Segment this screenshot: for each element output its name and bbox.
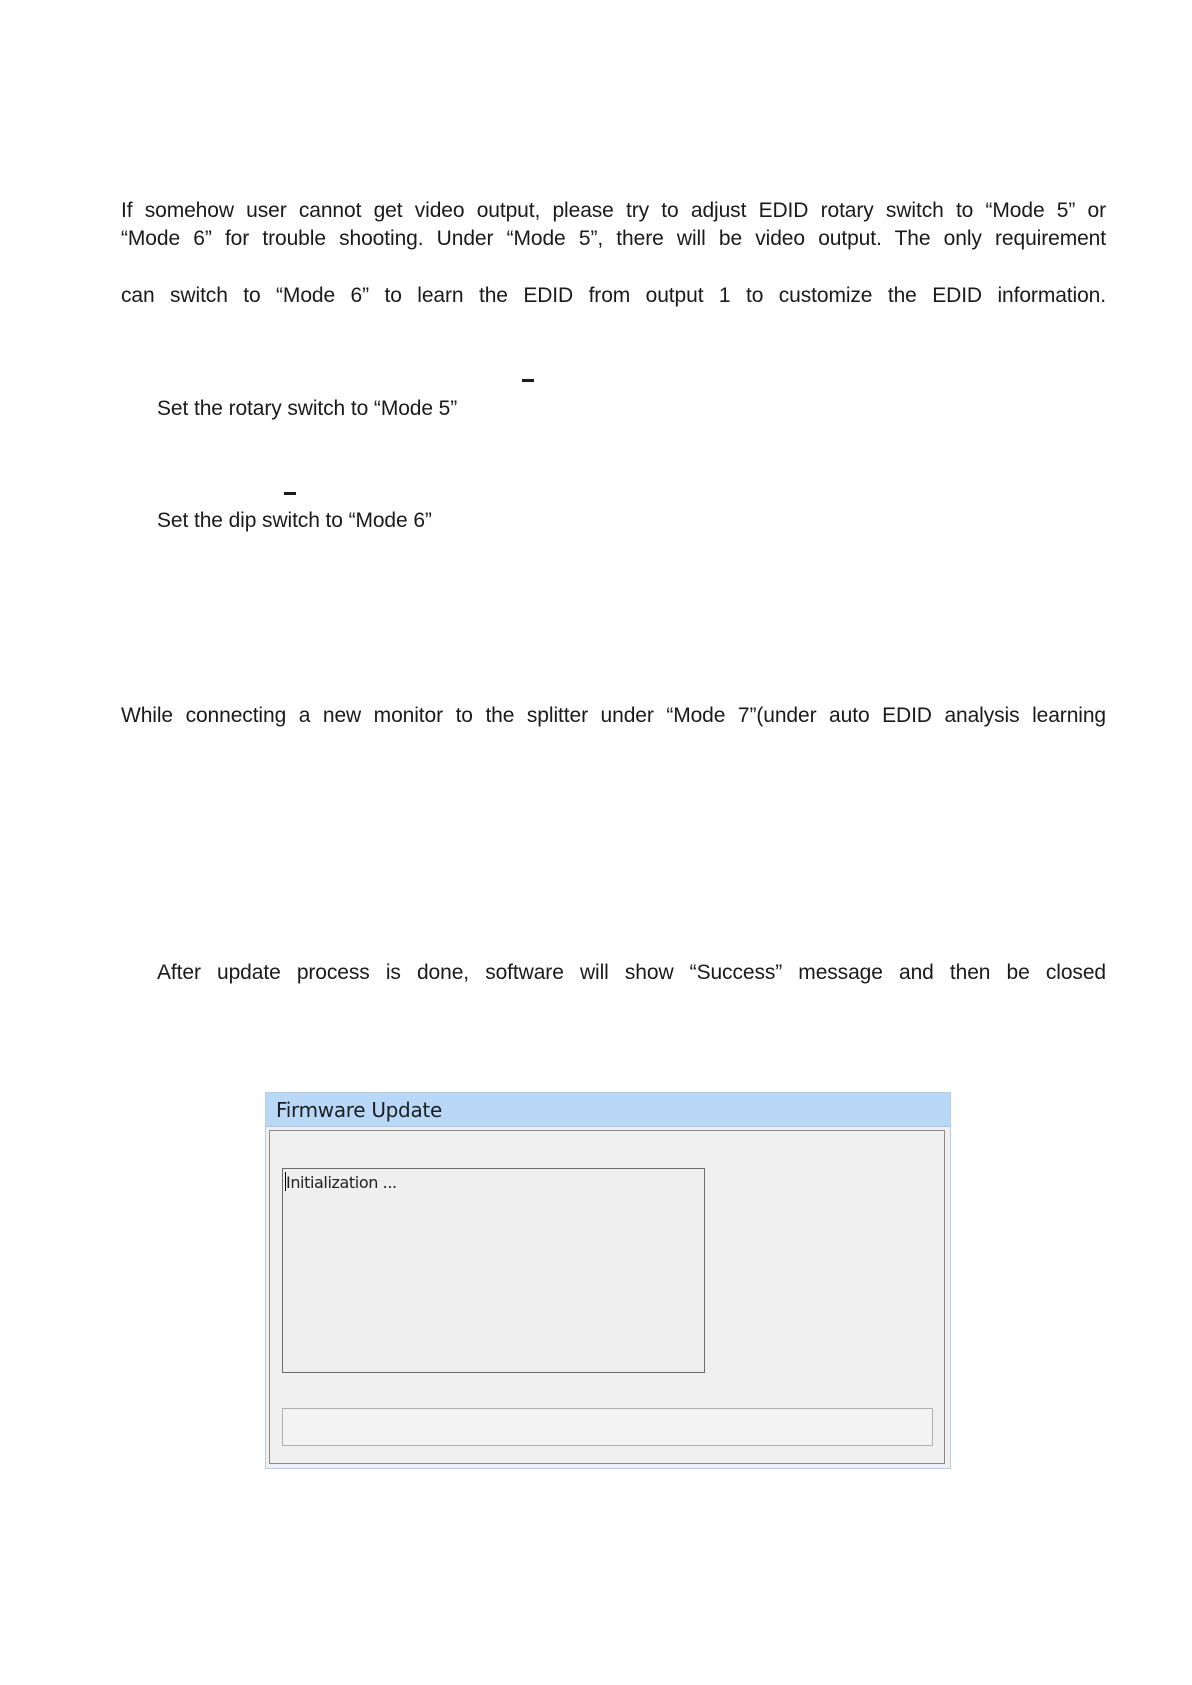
paragraph1-line3: can switch to “Mode 6” to learn the EDID from output 1 to customize the EDID information. [121,284,1106,307]
dialog-titlebar[interactable] [266,1093,950,1127]
dialog-body [269,1130,945,1464]
paragraph1-line1: If somehow user cannot get video output, please try to adjust EDID rotary switch to “Mode 5” or [121,199,1106,222]
dash-mark [284,492,296,495]
firmware-update-dialog [265,1092,951,1469]
log-text: Initialization ... [286,1173,397,1192]
paragraph3-line1: After update process is done, software will show “Success” message and then be closed [157,961,1106,984]
dialog-title: Firmware Update [276,1098,442,1122]
progress-bar [282,1408,933,1446]
step-rotary-switch: Set the rotary switch to “Mode 5” [157,397,458,420]
paragraph2-line1: While connecting a new monitor to the splitter under “Mode 7”(under auto EDID analysis learning [121,704,1106,727]
paragraph1-line2: “Mode 6” for trouble shooting. Under “Mode 5”, there will be video output. The only requirement [121,227,1106,250]
dash-mark [522,379,534,382]
log-textbox[interactable] [282,1168,705,1373]
step-dip-switch: Set the dip switch to “Mode 6” [157,509,432,532]
